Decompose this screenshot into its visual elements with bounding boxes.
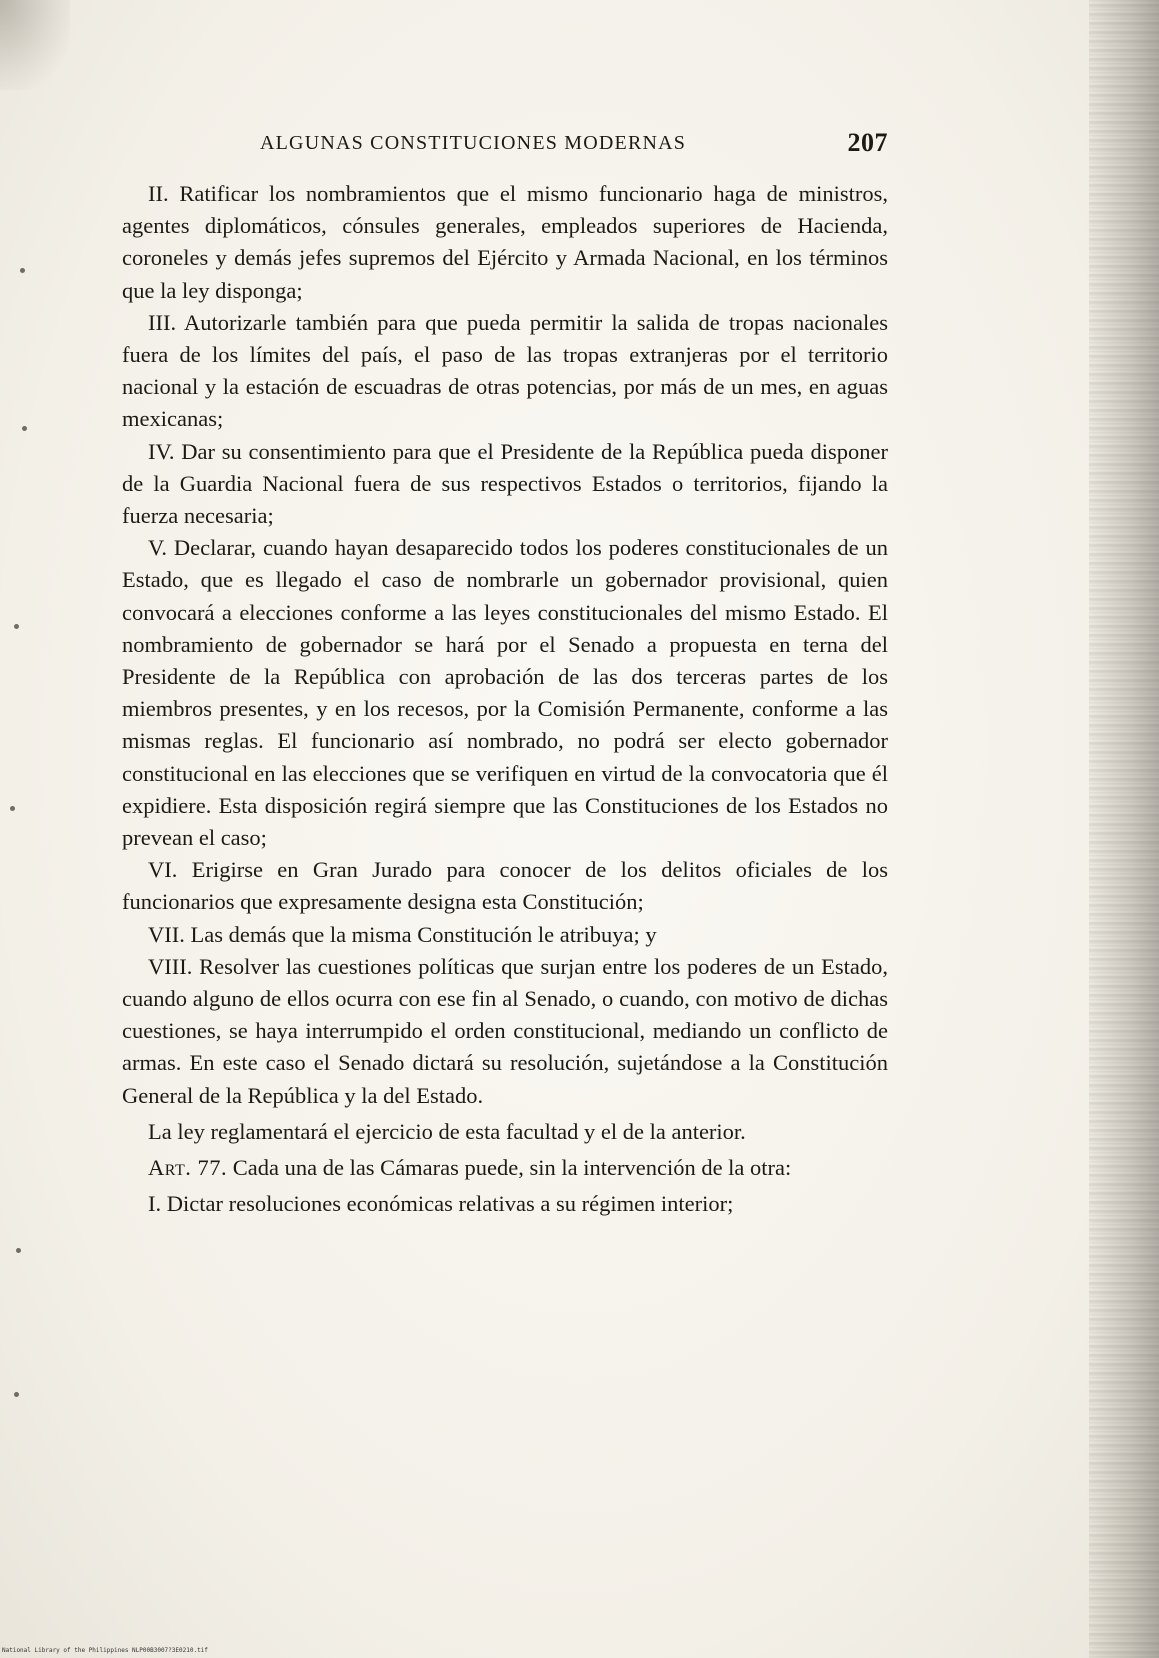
paragraph-i: I. Dictar resoluciones económicas relativas a su régimen interior;	[148, 1191, 734, 1217]
margin-mark	[14, 624, 19, 629]
running-head: ALGUNAS CONSTITUCIONES MODERNAS	[260, 132, 687, 154]
article-77	[122, 1152, 888, 1184]
paragraph-ii: II. Ratificar los nombramientos que el mismo funcionario haga de ministros, agentes diplomáticos, cónsules generales, empleados superiores de Hacienda, coroneles y demás jefes supremos del Ejército y Armada Nacional, en los términos que la ley disponga;	[122, 181, 888, 303]
paragraph-ley: La ley reglamentará el ejercicio de esta facultad y el de la anterior.	[148, 1118, 746, 1144]
margin-mark	[16, 1248, 21, 1253]
margin-mark	[20, 268, 25, 273]
article-text: Cada una de las Cámaras puede, sin la intervención de la otra:	[232, 1155, 792, 1181]
paragraph-iii: III. Autorizarle también para que pueda permitir la salida de tropas nacionales fuera de los límites del país, el paso de las tropas extranjeras por el territorio nacional y la estación de escuadras de otras potencias, por más de un mes, en aguas mexicanas;	[122, 309, 888, 432]
article-label: Art. 77.	[148, 1155, 228, 1181]
paragraph-viii: VIII. Resolver las cuestiones políticas que surjan entre los poderes de un Estado, cuando alguno de ellos ocurra con ese fin al Senado, o cuando, con motivo de dichas cuestiones, se haya interrumpido el orden constitucional, mediando un conflicto de armas. En este caso el Senado dictará su resolución, sujetándose a la Constitución General de la República y la del Estado.	[122, 953, 888, 1108]
scan-edge-right	[1089, 0, 1159, 1658]
paragraph-vii: VII. Las demás que la misma Constitución le atribuya; y	[148, 921, 657, 947]
paragraph-v: V. Declarar, cuando hayan desaparecido todos los poderes constitucionales de un Estado, que es llegado el caso de nombrarle un gobernador provisional, quien convocará a elecciones conforme a las leyes constitucionales del mismo Estado. El nombramiento de gobernador se hará por el Senado a propuesta en terna del Presidente de la República con aprobación de las dos terceras partes de los miembros presentes, y en los recesos, por la Comisión Permanente, conforme a las mismas reglas. El funcionario así nombrado, no podrá ser electo gobernador constitucional en las elecciones que se verifiquen en virtud de la convocatoria que él expidiere. Esta disposición regirá siempre que las Constituciones de los Estados no prevean el caso;	[122, 535, 888, 851]
page-number: 207	[847, 128, 888, 157]
paragraph-vi: VI. Erigirse en Gran Jurado para conocer de los delitos oficiales de los funcionarios que expresamente designa esta Constitución;	[122, 857, 888, 915]
body-text	[122, 178, 888, 1221]
margin-mark	[14, 1392, 19, 1397]
scan-footer-note: National Library of the Philippines NLP00B3007?3E0210.tif	[2, 1647, 208, 1654]
scan-edge-top-left	[0, 0, 70, 90]
paragraph-iv: IV. Dar su consentimiento para que el Presidente de la República pueda disponer de la Guardia Nacional fuera de sus respectivos Estados o territorios, fijando la fuerza necesaria;	[122, 438, 888, 529]
margin-mark	[22, 426, 27, 431]
page-header	[122, 128, 888, 168]
margin-mark	[10, 806, 15, 811]
